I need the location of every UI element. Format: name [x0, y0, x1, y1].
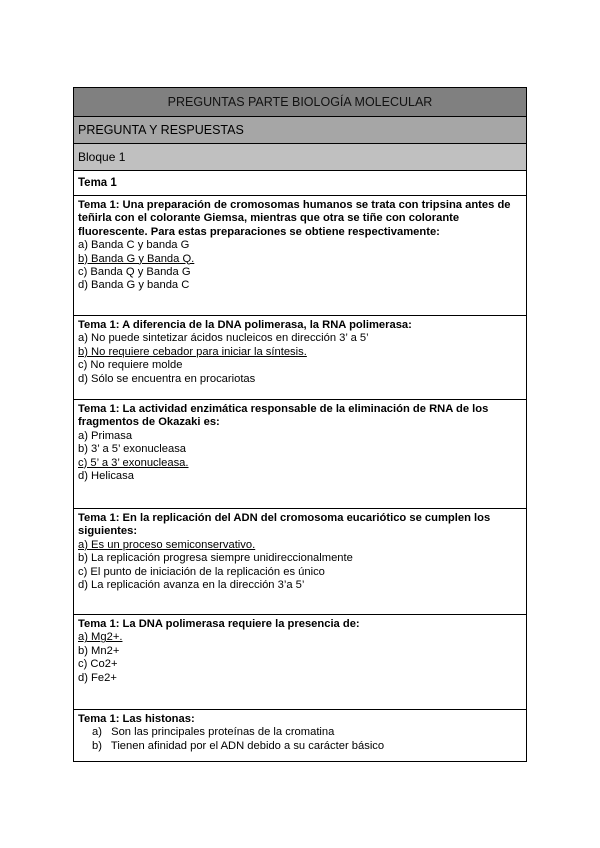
option-a: [78, 726, 522, 739]
questions-table: [73, 87, 527, 762]
option-c-correct: c) 5’ a 3’ exonucleasa.: [78, 456, 189, 469]
option-d: d) La replicación avanza en la dirección 3’a 5’: [78, 579, 305, 592]
option-a-correct: a) Mg2+.: [78, 631, 123, 644]
option-text: Son las principales proteínas de la cromatina: [111, 726, 335, 739]
option-letter: b): [92, 739, 102, 752]
tema-label: Tema 1: [74, 170, 526, 195]
option-c: c) Co2+: [78, 658, 118, 671]
question-1: [74, 195, 526, 315]
option-a-correct: a) Es un proceso semiconservativo.: [78, 538, 256, 551]
option-b: b) Mn2+: [78, 644, 120, 657]
question-6: [74, 709, 526, 761]
option-text: Tienen afinidad por el ADN debido a su carácter básico: [110, 739, 385, 752]
option-b-correct: b) Banda G y Banda Q.: [78, 252, 195, 265]
question-3: [74, 399, 526, 508]
block-label: Bloque 1: [74, 143, 526, 170]
question-stem: Tema 1: La actividad enzimática responsable de la eliminación de RNA de los fragmentos de Okazaki es:: [78, 403, 489, 429]
option-c: c) Banda Q y Banda G: [78, 266, 191, 279]
option-d: d) Fe2+: [78, 671, 117, 684]
question-stem: Tema 1: En la replicación del ADN del cromosoma eucariótico se cumplen los siguientes:: [78, 512, 491, 538]
option-d: d) Helicasa: [78, 470, 134, 483]
option-b: b) La replicación progresa siempre unidireccionalmente: [78, 552, 353, 565]
question-stem: Tema 1: Una preparación de cromosomas humanos se trata con tripsina antes de teñirla con el colorante Giemsa, mientras que otra se tiñe con colorante fluorescente. Para estas preparaciones se obtiene respectivamente:: [78, 199, 511, 238]
table-title: PREGUNTAS PARTE BIOLOGÍA MOLECULAR: [74, 88, 526, 116]
option-b: [78, 740, 522, 753]
option-c: c) No requiere molde: [78, 359, 183, 372]
option-a: a) Banda C y banda G: [78, 239, 190, 252]
question-2: [74, 315, 526, 399]
option-d: d) Banda G y banda C: [78, 279, 190, 292]
question-stem: Tema 1: A diferencia de la DNA polimerasa, la RNA polimerasa:: [78, 319, 412, 331]
option-d: d) Sólo se encuentra en procariotas: [78, 372, 256, 385]
option-a: a) No puede sintetizar ácidos nucleicos en dirección 3’ a 5’: [78, 332, 369, 345]
option-b-correct: b) No requiere cebador para iniciar la síntesis.: [78, 345, 307, 358]
table-subtitle: PREGUNTA Y RESPUESTAS: [74, 116, 526, 143]
question-4: [74, 508, 526, 614]
option-b: b) 3’ a 5’ exonucleasa: [78, 443, 187, 456]
question-stem: Tema 1: La DNA polimerasa requiere la presencia de:: [78, 618, 360, 630]
option-c: c) El punto de iniciación de la replicación es único: [78, 565, 325, 578]
option-a: a) Primasa: [78, 429, 133, 442]
question-5: [74, 614, 526, 709]
option-letter: a): [92, 726, 102, 739]
question-stem: Tema 1: Las histonas:: [78, 713, 195, 725]
